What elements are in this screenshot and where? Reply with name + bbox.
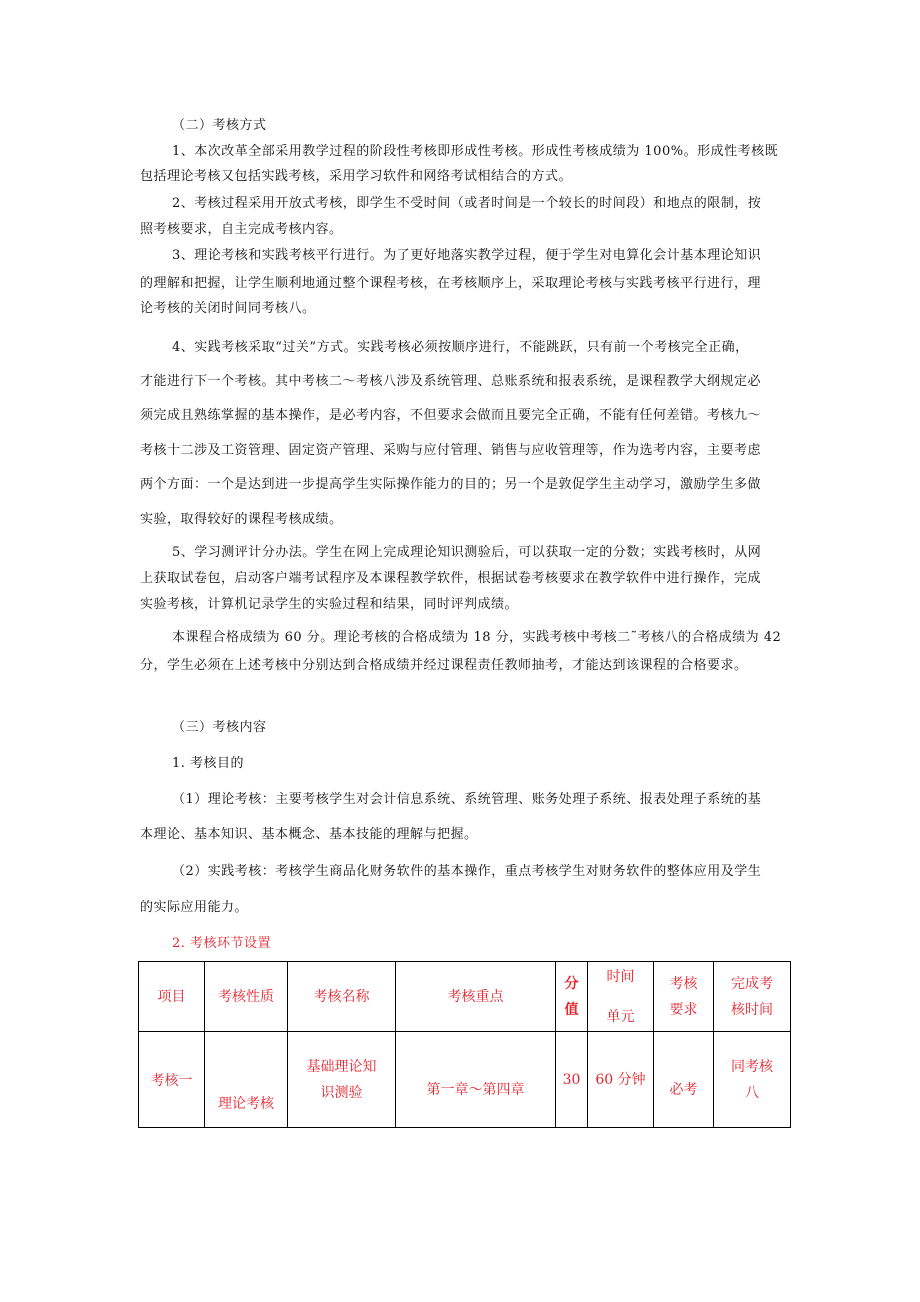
cell-completion	[714, 1032, 791, 1128]
table-row	[139, 1032, 791, 1128]
para-line: 1、本次改革全部采用教学过程的阶段性考核即形成性考核。形成性考核成绩为 100%。形成性考核既	[172, 144, 779, 159]
header-done-line2: 核时间	[731, 1001, 773, 1018]
cell-item: 考核一	[139, 1032, 205, 1128]
header-score-line2: 值	[564, 1001, 579, 1018]
para-line: 论考核的关闭时间同考核八。	[140, 301, 316, 316]
section3-heading: （三）考核内容	[172, 720, 267, 735]
para-line: 才能进行下一个考核。其中考核二～考核八涉及系统管理、总账系统和报表系统，是课程教学大纲规定必	[140, 374, 762, 389]
header-name: 考核名称	[288, 962, 396, 1032]
cell-done-line2: 八	[745, 1084, 759, 1101]
header-focus: 考核重点	[396, 962, 556, 1032]
header-score-line1: 分	[564, 975, 579, 992]
header-item: 项目	[139, 962, 205, 1032]
header-time	[588, 962, 654, 1032]
cell-time: 60 分钟	[588, 1032, 654, 1128]
assessment-table	[138, 961, 791, 1128]
header-requirement	[654, 962, 714, 1032]
header-completion	[714, 962, 791, 1032]
para-line: 4、实践考核采取“过关”方式。实践考核必须按顺序进行，不能跳跃，只有前一个考核完全正确，	[172, 340, 749, 355]
subheading-purpose: 1. 考核目的	[172, 756, 245, 771]
header-time-line1: 时间	[606, 969, 635, 985]
header-req-line1: 考核	[669, 975, 698, 992]
para-line: 包括理论考核又包括实践考核，采用学习软件和网络考试相结合的方式。	[140, 169, 573, 184]
header-nature: 考核性质	[205, 962, 288, 1032]
header-done-line1: 完成考	[731, 975, 773, 992]
para-line: 本理论、基本知识、基本概念、基本技能的理解与把握。	[140, 827, 478, 842]
para-line: 考核十二涉及工资管理、固定资产管理、采购与应付管理、销售与应收管理等，作为选考内容，主要考虑	[140, 443, 762, 458]
para-line: 实验考核，计算机记录学生的实验过程和结果，同时评判成绩。	[140, 597, 519, 612]
cell-name	[288, 1032, 396, 1128]
cell-focus: 第一章～第四章	[396, 1032, 556, 1128]
para-line: 分，学生必须在上述考核中分别达到合格成绩并经过课程责任教师抽考，才能达到该课程的合格要求。	[140, 658, 748, 673]
para-line: 须完成且熟练掌握的基本操作，是必考内容，不但要求会做而且要完全正确，不能有任何差错。考核九～	[140, 408, 762, 423]
para-line: 两个方面：一个是达到进一步提高学生实际操作能力的目的；另一个是敦促学生主动学习，激励学生多做	[140, 477, 762, 492]
cell-done-line1: 同考核	[731, 1058, 773, 1075]
para-line: 实验，取得较好的课程考核成绩。	[140, 512, 343, 527]
para-line: （1）理论考核：主要考核学生对会计信息系统、系统管理、账务处理子系统、报表处理子系统的基	[172, 792, 762, 807]
para-line: （2）实践考核：考核学生商品化财务软件的基本操作，重点考核学生对财务软件的整体应用及学生	[172, 864, 762, 879]
para-line: 本课程合格成绩为 60 分。理论考核的合格成绩为 18 分，实践考核中考核二˜考核八的合格成绩为 42	[172, 630, 782, 645]
para-line: 2、考核过程采用开放式考核，即学生不受时间（或者时间是一个较长的时间段）和地点的限制，按	[172, 196, 762, 211]
header-time-line2: 单元	[606, 1009, 635, 1025]
para-line: 的理解和把握，让学生顺利地通过整个课程考核，在考核顺序上，采取理论考核与实践考核平行进行，理	[140, 276, 762, 291]
para-line: 5、学习测评计分办法。学生在网上完成理论知识测验后，可以获取一定的分数；实践考核时，从网	[172, 545, 762, 560]
para-line: 3、理论考核和实践考核平行进行。为了更好地落实教学过程，便于学生对电算化会计基本理论知识	[172, 248, 762, 263]
cell-requirement: 必考	[654, 1032, 714, 1128]
cell-name-line2: 识测验	[320, 1084, 363, 1101]
cell-name-line1: 基础理论知	[306, 1058, 377, 1075]
para-line: 照考核要求，自主完成考核内容。	[140, 222, 343, 237]
subheading-assessment-setup: 2. 考核环节设置	[172, 936, 272, 951]
header-score	[556, 962, 588, 1032]
header-req-line2: 要求	[669, 1001, 698, 1018]
section2-heading: （二）考核方式	[172, 118, 267, 133]
cell-nature: 理论考核	[205, 1032, 288, 1128]
cell-score: 30	[556, 1032, 588, 1128]
para-line: 上获取试卷包，启动客户端考试程序及本课程教学软件，根据试卷考核要求在教学软件中进行操作，完成	[140, 571, 762, 586]
table-header-row	[139, 962, 791, 1032]
para-line: 的实际应用能力。	[140, 900, 249, 915]
